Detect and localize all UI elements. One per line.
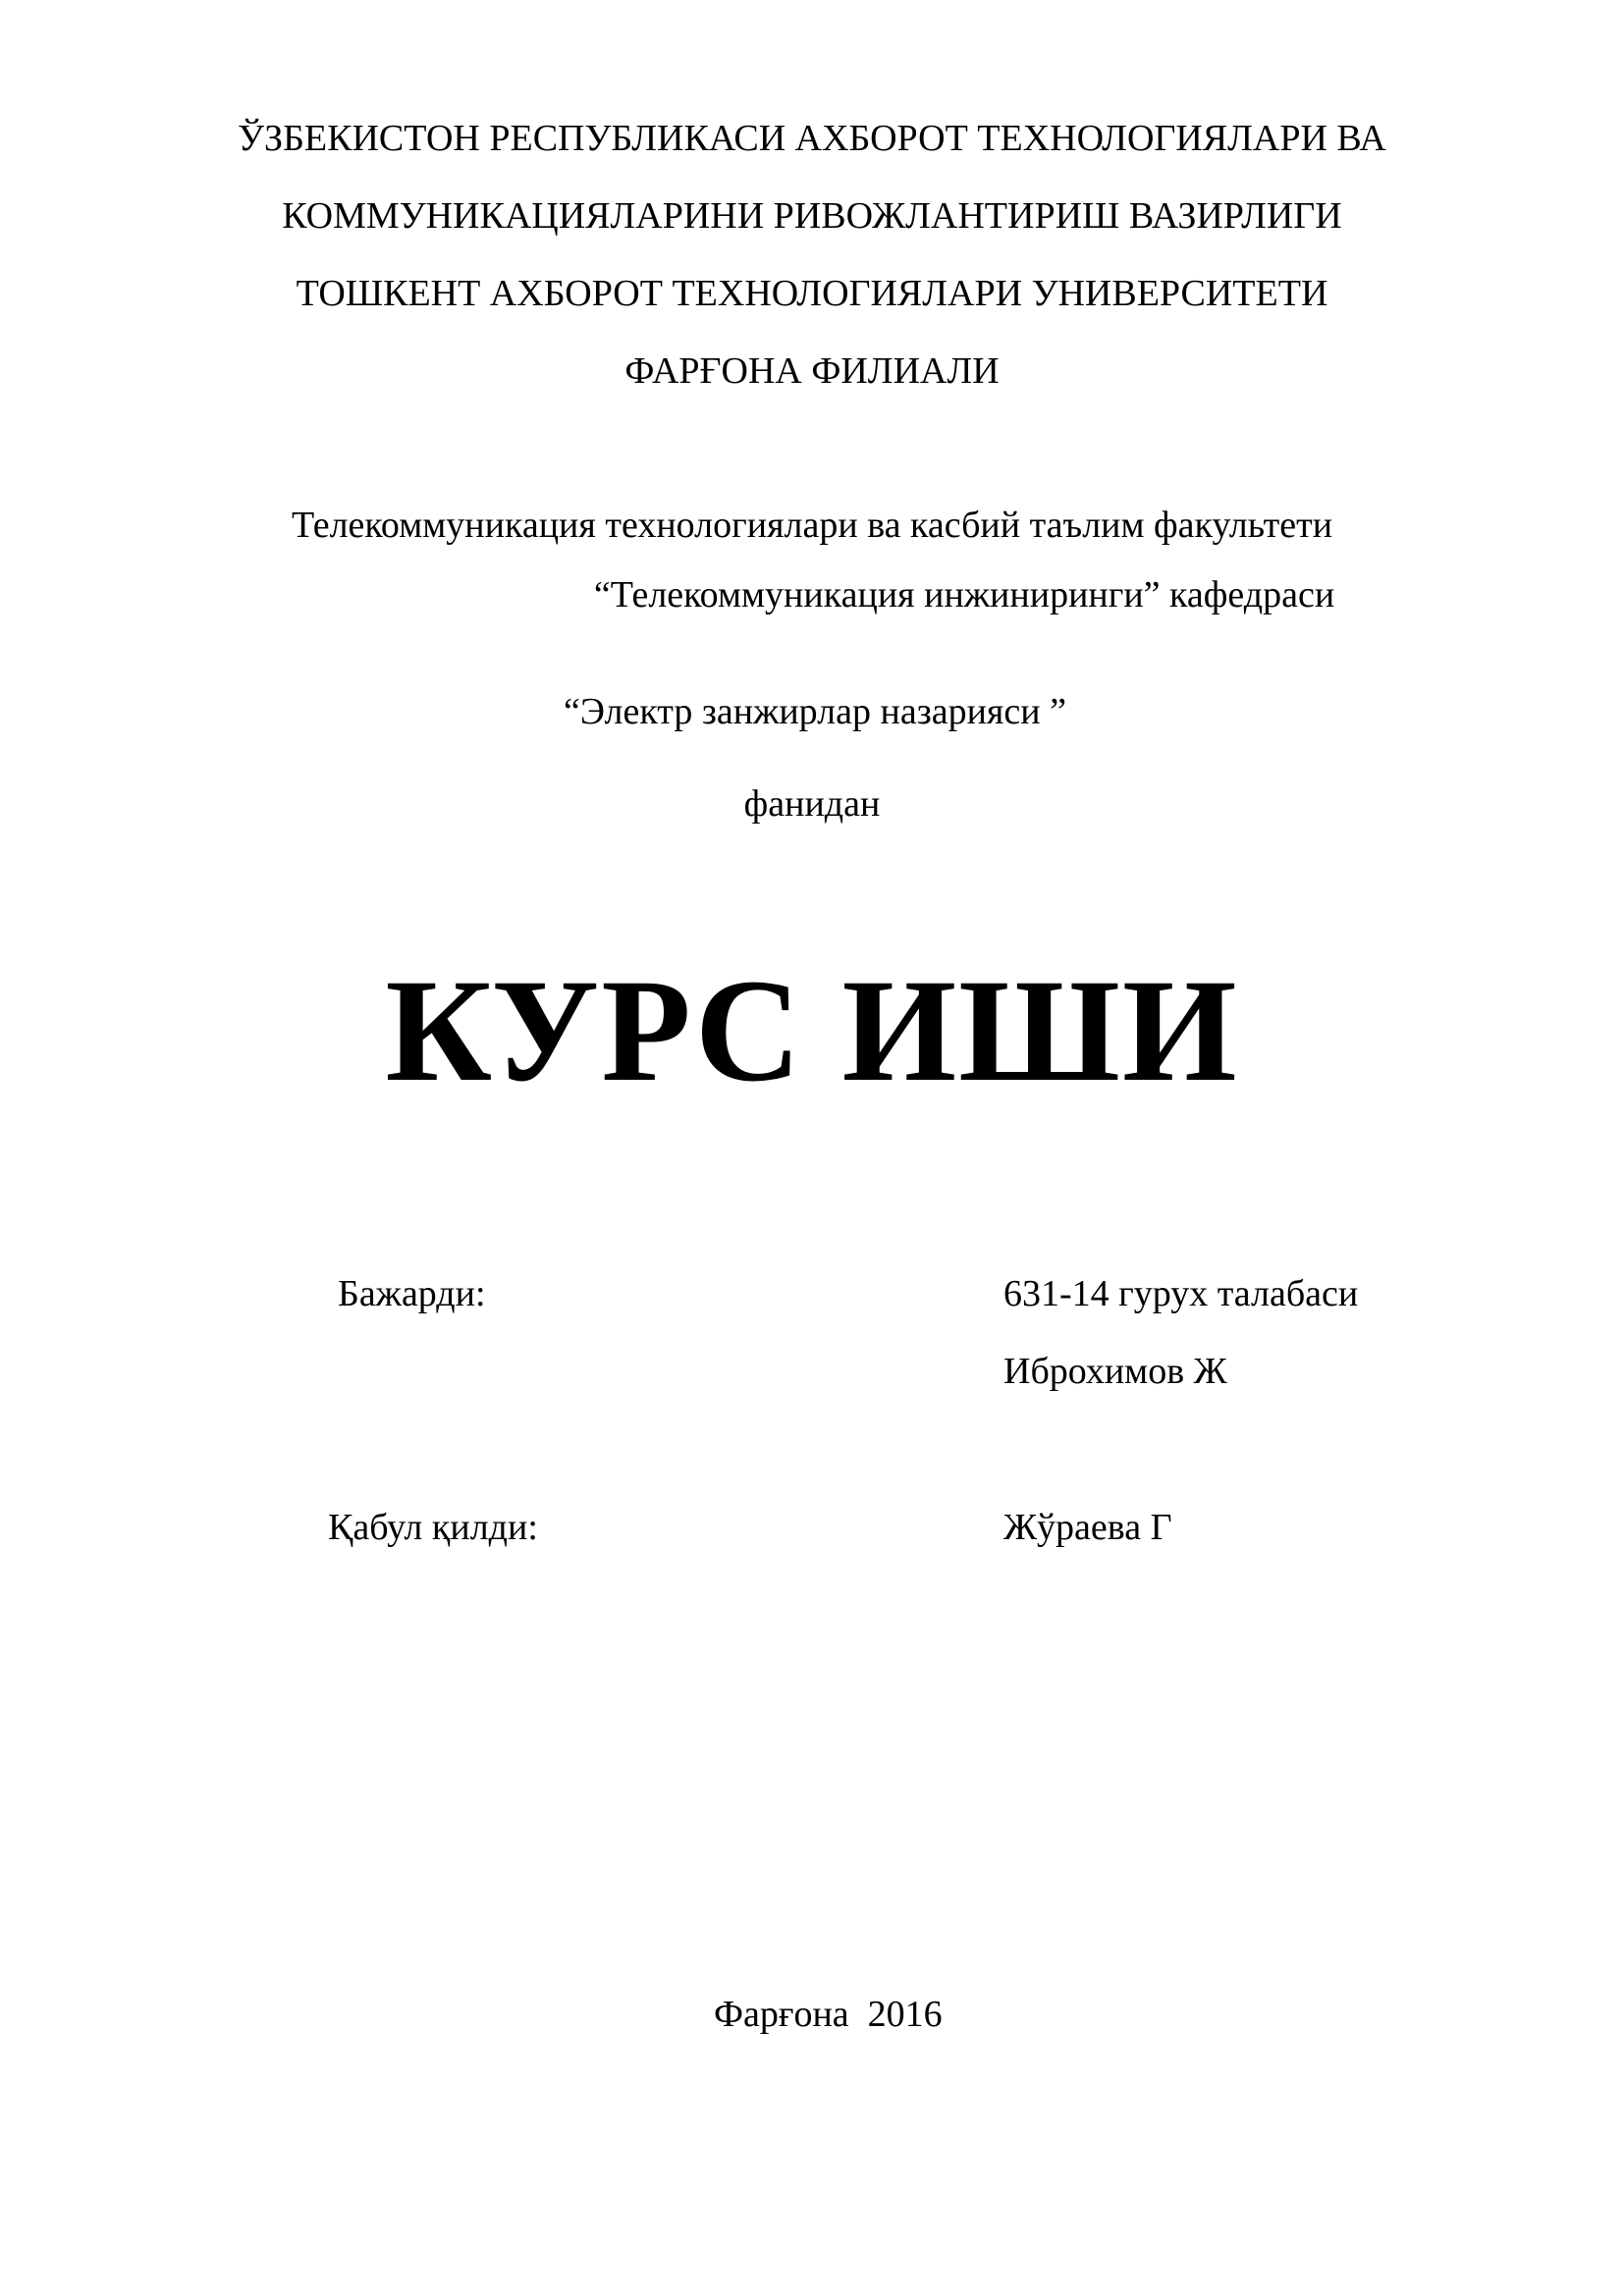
ministry-line-1: ЎЗБЕКИСТОН РЕСПУБЛИКАСИ АХБОРОТ ТЕХНОЛОГИЯЛАРИ ВА — [238, 118, 1386, 159]
branch-name: ФАРҒОНА ФИЛИАЛИ — [624, 350, 1000, 392]
department-name: “Телекоммуникация инжиниринги” кафедраси — [593, 574, 1335, 615]
student-group: 631-14 гурух талабаси — [1003, 1273, 1359, 1314]
teacher-name: Жўраева Г — [1003, 1507, 1172, 1548]
performed-label: Бажарди: — [338, 1273, 486, 1314]
subject-suffix: фанидан — [743, 783, 881, 825]
subject-name: “Электр занжирлар назарияси ” — [564, 691, 1066, 732]
university-name: ТОШКЕНТ АХБОРОТ ТЕХНОЛОГИЯЛАРИ УНИВЕРСИТЕТИ — [296, 273, 1328, 314]
page-title: КУРС ИШИ — [385, 949, 1239, 1112]
faculty-name: Телекоммуникация технологиялари ва касбий таълим факультети — [291, 505, 1333, 546]
accepted-label: Қабул қилди: — [328, 1507, 538, 1548]
ministry-line-2: КОММУНИКАЦИЯЛАРИНИ РИВОЖЛАНТИРИШ ВАЗИРЛИГИ — [282, 195, 1342, 237]
city-year: Фарғона 2016 — [714, 1994, 943, 2035]
student-name: Иброхимов Ж — [1003, 1351, 1227, 1392]
